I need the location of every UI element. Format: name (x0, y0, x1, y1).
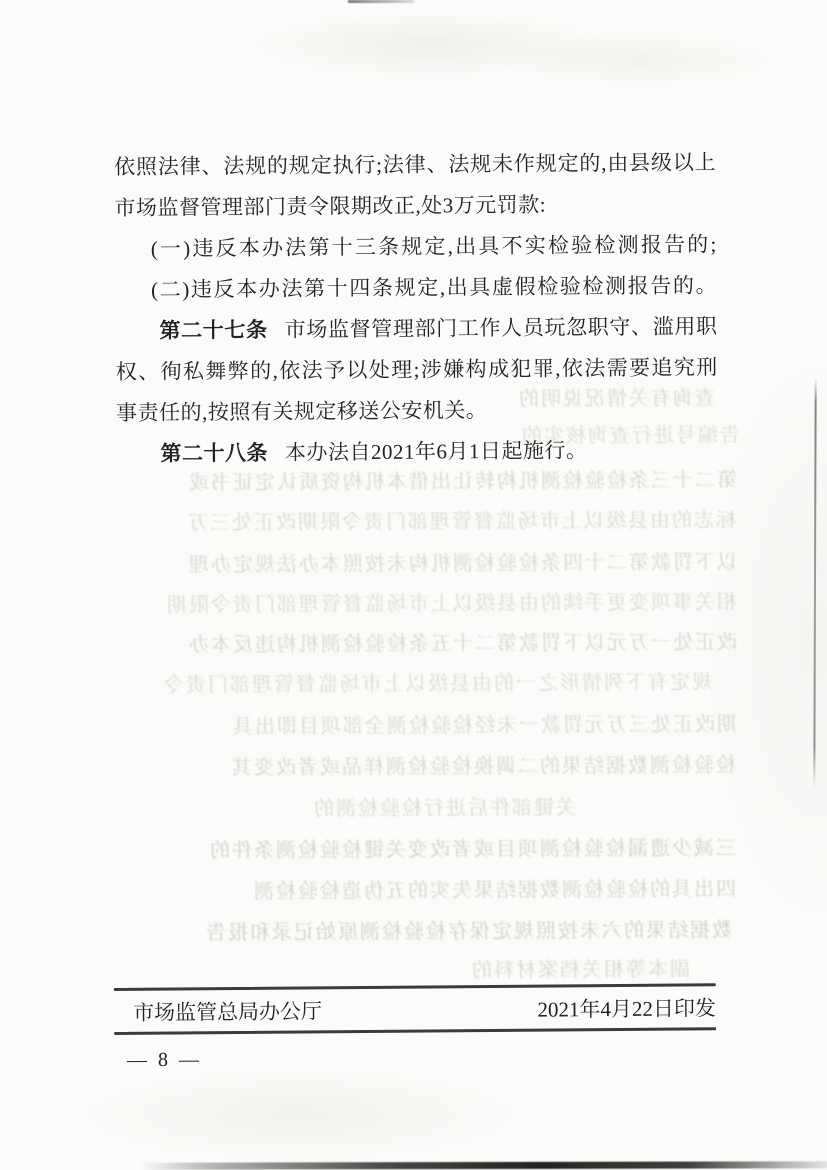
scan-fold-line (813, 378, 816, 788)
line-text: 市场监督管理部门工作人员玩忽职守、滥用职 (284, 314, 718, 342)
bleedthrough-line: 三减少遗漏检验检测项目或者改变关键检验检测条件的 (207, 837, 737, 863)
line-text: 权、徇私舞弊的,依法予以处理;涉嫌构成犯罪,依法需要追究刑 (115, 355, 718, 384)
article-number-bold: 第二十七条 (159, 317, 268, 343)
bleedthrough-line: 期改正处三万元罚款一未经检验检测全部项目即出具 (230, 713, 738, 739)
line-text: 市场监督管理部门责令限期改正,处3万元罚款: (114, 192, 547, 220)
bleedthrough-line: 四出具的检验检测数据结果失实的五伪造检验检测 (251, 878, 737, 903)
bleedthrough-line: 告编号进行查询核实的 (519, 424, 741, 448)
footer-row (114, 986, 716, 1032)
line-text: 事责任的,按照有关规定移送公安机关。 (115, 398, 488, 425)
scan-edge-shadow (140, 1161, 827, 1169)
page-number: — 8 — (126, 1048, 203, 1072)
document-line (114, 142, 716, 188)
footer-issuer: 市场监管总局办公厅 (132, 998, 323, 1025)
bleedthrough-line: 关键部件后进行检验检测的 (311, 796, 577, 821)
document-line (116, 388, 718, 434)
bleedthrough-line: 改正处一万元以下罚款第二十五条检验检测机构违反本办 (186, 631, 738, 657)
bleedthrough-line: 标志的由县级以上市场监督管理部门责令限期改正处三万 (185, 509, 737, 535)
document-line-article-28 (116, 429, 718, 475)
article-number-bold: 第二十八条 (160, 440, 269, 466)
bleedthrough-line: 相关事项变更手续的由县级以上市场监督管理部门责令限期 (164, 591, 738, 617)
bleedthrough-line: 以下罚款第二十四条检验检测机构未按照本办法规定办理 (186, 551, 738, 577)
bleedthrough-line: 查询有关情况说明的 (516, 387, 716, 411)
line-text: (二)违反本办法第十四条规定,出具虚假检验检测报告的。 (151, 273, 718, 302)
document-line-item-2 (115, 265, 717, 311)
scan-smudge-top (348, 0, 414, 3)
document-body-text (114, 142, 719, 475)
page-footer (114, 983, 716, 1035)
bleedthrough-line: 数据结果的六未按照规定保存检验检测原始记录和报告 (203, 919, 733, 945)
document-line-item-1 (115, 224, 717, 270)
bleedthrough-line: 规定有下列情形之一的由县级以上市场监督管理部门责令 (161, 671, 713, 697)
document-line-article-27 (115, 306, 717, 352)
bleedthrough-line: 第二十三条检验检测机构转让出借本机构资质认定证书或 (186, 469, 738, 495)
footer-print-date: 2021年4月22日印发 (537, 995, 717, 1022)
document-line (114, 183, 716, 229)
line-text: 本办法自2021年6月1日起施行。 (284, 438, 588, 465)
document-line (116, 347, 718, 393)
line-text: (一)违反本办法第十三条规定,出具不实检验检测报告的; (150, 232, 717, 261)
bleedthrough-line: 副本等相关档案材料的 (469, 958, 691, 982)
bleedthrough-line: 检验检测数据结果的二调换检验检测样品或者改变其 (229, 754, 737, 779)
line-text: 依照法律、法规的规定执行;法律、法规未作规定的,由县级以上 (114, 150, 717, 179)
